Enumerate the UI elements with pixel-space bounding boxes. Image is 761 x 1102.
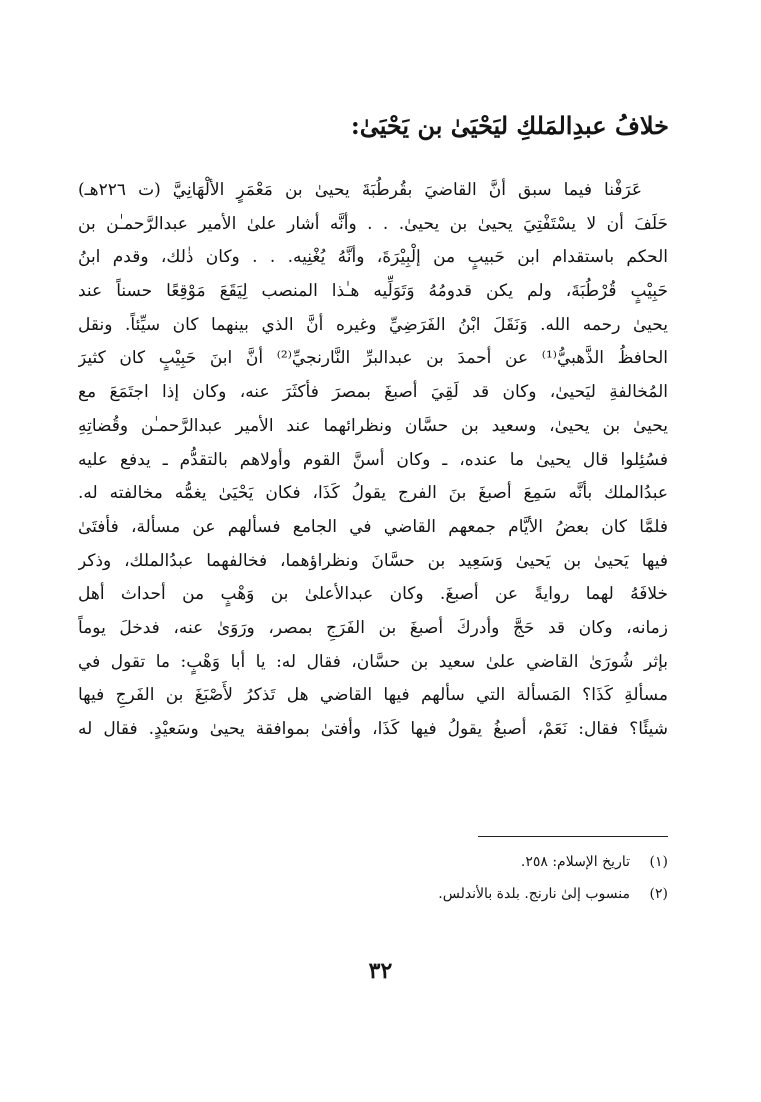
text-line: بإثر شُورَىٰ القاضي علىٰ سعيد بن حسَّان، فقال له: يا أبا وَهْبٍ: ما تقول في [78,651,668,672]
footnote-item [78,846,668,878]
text-line: يحيىٰ بن يحيىٰ، وسعيد بن حسَّان ونظرائهما عند الأمير عبدالرَّحمـٰن وقُضاتِهِ [78,415,668,436]
text-line: زمانه، وكان قد حَجَّ وأدركَ أصبغَ بن الفَرَجِ بمصر، ورَوَىٰ عنه، فدخلَ يوماً [78,617,668,638]
footnote-item [78,878,668,910]
footnotes [78,846,668,910]
body-paragraph [78,174,668,747]
footnote-text: منسوب إلىٰ نارنج. بلدة بالأندلس. [438,886,630,902]
text-line: شيئًا؟ فقال: نَعَمْ، أصبغُ يقولُ فيها كَذَا، وأفتىٰ بموافقة يحيىٰ وسَعيْدٍ. فقال له [78,719,668,739]
section-heading: خلافُ عبدِالمَلكِ ليَحْيَىٰ بن يَحْيَىٰ: [350,111,669,140]
text-line: الحافظُ الذَّهبيُّ⁽¹⁾ عن أحمدَ بن عبدالبرِّ النَّارنجيِّ⁽²⁾ أنَّ ابنَ حَبِيْبٍ كان كثيرَ [78,348,668,369]
footnote-number: (٢) [649,886,668,902]
text-line: خلافَهُ لهما روايةً عن أصبغَ. وكان عبدالأعلىٰ بن وَهْبٍ من أحداث أهل [78,584,668,605]
text-line: عبدُالملك بأنَّه سَمِعَ أصبغَ بنَ الفرج يقولُ كَذَا، فكان يَحْيَىٰ يغمُّه مخالفته له. [78,483,668,504]
text-line: فلمَّا كان بعضُ الأيَّام جمعهم القاضي في الجامع فسألهم عن مسألة، فأفتَىٰ [78,516,668,537]
text-line: حَلَفَ أن لا يسْتَفْتِيَ يحيىٰ بن يحيىٰ. . . وأنَّه أشار علىٰ الأمير عبدالرَّحمـٰن بن [78,213,668,234]
text-line: مسألةِ كَذَا؟ المَسألة التي سألهم فيها القاضي هل تَذكرُ لأَصْبَغَ بن الفَرجِ فيها [78,685,668,706]
text-line: المُخالفةِ ليَحيىٰ، وكان قد لَقِيَ أصبغَ بمصرَ فأكثَرَ عنه، وكان إذا اجتَمَعَ مع [78,382,668,403]
footnote-text: تاريخ الإسلام: ٢٥٨. [520,854,630,870]
page-number: ٣٢ [368,958,393,984]
text-line: عَرَفْنا فيما سبق أنَّ القاضيَ بقُرطُبَةَ يحيىٰ بن مَعْمَرٍ الألْهَانِيَّ (ت ٢٢٦هـ) [78,180,642,200]
text-line: فسُئِلوا قال يحيىٰ ما عنده، ـ وكان أسنَّ القوم وأولاهم بالتقدُّم ـ يدفع عليه [78,449,668,470]
text-line: يحيىٰ رحمه الله. وَنَقَلَ ابْنُ الفَرَضِيِّ وغيره أنَّ الذي بينهما كان سيِّئاً. ونقل [78,314,668,335]
text-line: الحكم باستقدام ابن حَبيبٍ من إلْبِيْرَةَ، وأنَّهُ يُغْنِيه. . . وكان ذٰلك، وقدم ابنُ [78,247,668,268]
text-line: فيها يَحيىٰ بن يَحيىٰ وَسَعِيد بن حسَّانَ ونظراؤهما، فخالفهما عبدُالملك، وذكر [78,550,668,571]
footnote-number: (١) [649,854,668,870]
text-line: حَبِيْبٍ قُرْطُبَةَ، ولم يكن قدومُهُ وَتَوَلِّيه هـٰذا المنصب لِيَقَعَ مَوْقِعًا حسناً عند [78,281,668,302]
footnote-divider [478,836,668,837]
